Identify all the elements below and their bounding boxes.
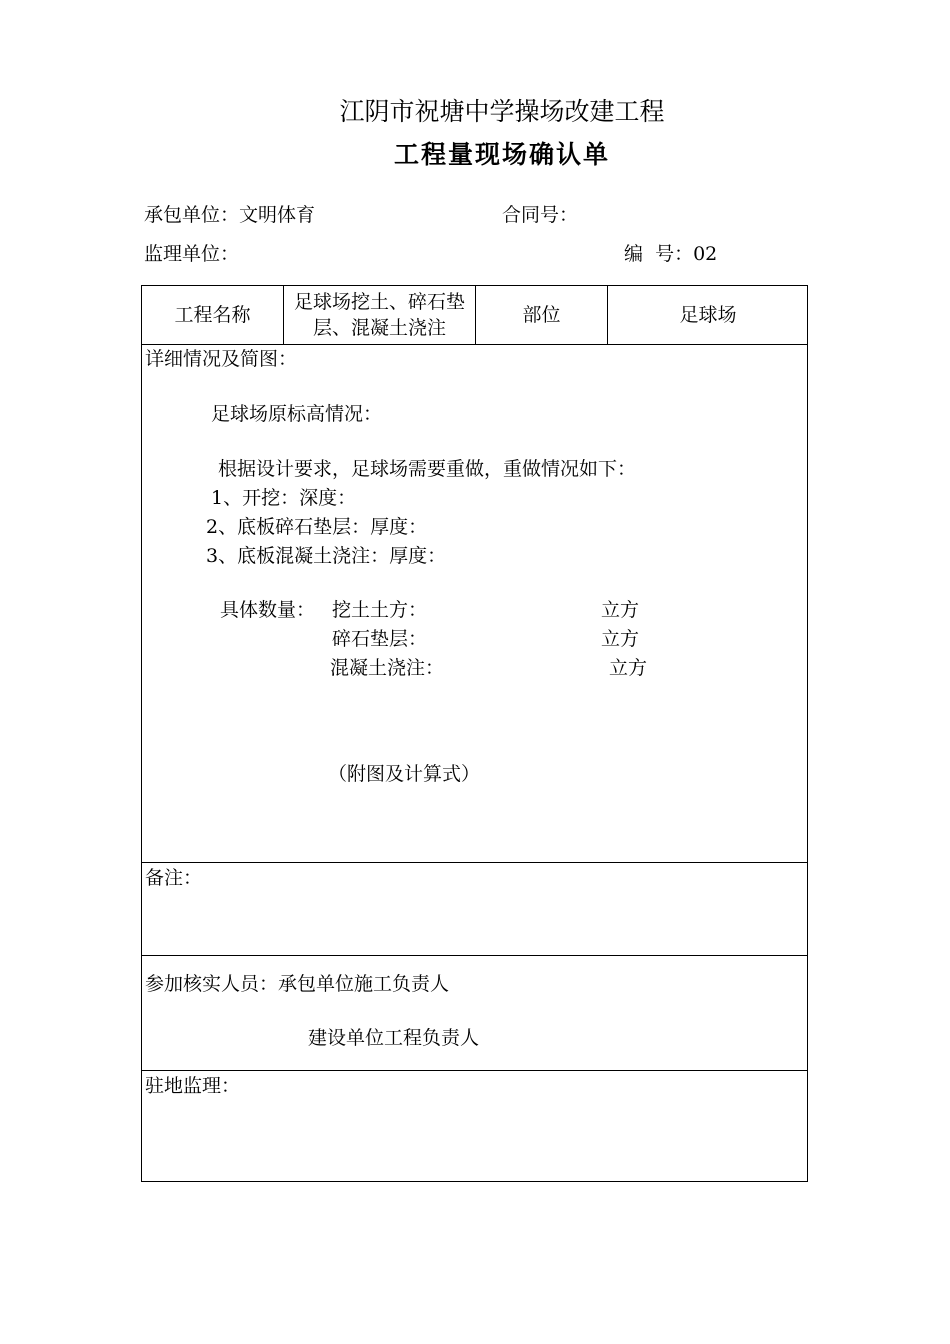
remarks-divider — [142, 862, 807, 863]
document-title: 江阴市祝塘中学操场改建工程 — [339, 97, 665, 126]
quantity-label: 具体数量： — [220, 599, 316, 621]
contractor-label: 承包单位：文明体育 — [144, 204, 316, 226]
supervisor-label: 监理单位： — [144, 243, 240, 265]
serial-number: 编 号：02 — [624, 243, 718, 265]
remarks-label: 备注： — [145, 867, 203, 889]
document-subtitle: 工程量现场确认单 — [393, 140, 610, 169]
quantity-concrete-name: 混凝土浇注： — [330, 657, 445, 679]
attachment-note: （附图及计算式） — [328, 763, 481, 785]
participants-divider — [142, 955, 807, 956]
item-concrete-pour: 3、底板混凝土浇注：厚度： — [206, 545, 447, 567]
item-excavation: 1、开挖：深度： — [211, 487, 357, 509]
quantity-gravel-unit: 立方 — [601, 628, 640, 650]
contract-no-label: 合同号： — [502, 204, 579, 226]
confirmation-table — [141, 285, 808, 1182]
project-name-value: 足球场挖土、碎石垫层、混凝土浇注 — [293, 291, 465, 339]
quantity-excavation-name: 挖土土方： — [332, 599, 428, 621]
details-heading: 详细情况及简图： — [145, 348, 298, 370]
location-label: 部位 — [522, 304, 561, 326]
design-requirement: 根据设计要求，足球场需要重做，重做情况如下： — [218, 458, 637, 480]
quantity-concrete-unit: 立方 — [609, 657, 648, 679]
item-gravel-layer: 2、底板碎石垫层：厚度： — [206, 516, 428, 538]
participants-label: 参加核实人员：承包单位施工负责人 — [145, 973, 450, 995]
project-name-label: 工程名称 — [174, 304, 251, 326]
location-value: 足球场 — [679, 304, 737, 326]
quantity-gravel-name: 碎石垫层： — [332, 628, 428, 650]
resident-supervisor-label: 驻地监理： — [145, 1075, 241, 1097]
original-elevation: 足球场原标高情况： — [211, 403, 383, 425]
quantity-excavation-unit: 立方 — [601, 599, 640, 621]
supervisor-divider — [142, 1070, 807, 1071]
owner-representative-label: 建设单位工程负责人 — [308, 1027, 480, 1049]
